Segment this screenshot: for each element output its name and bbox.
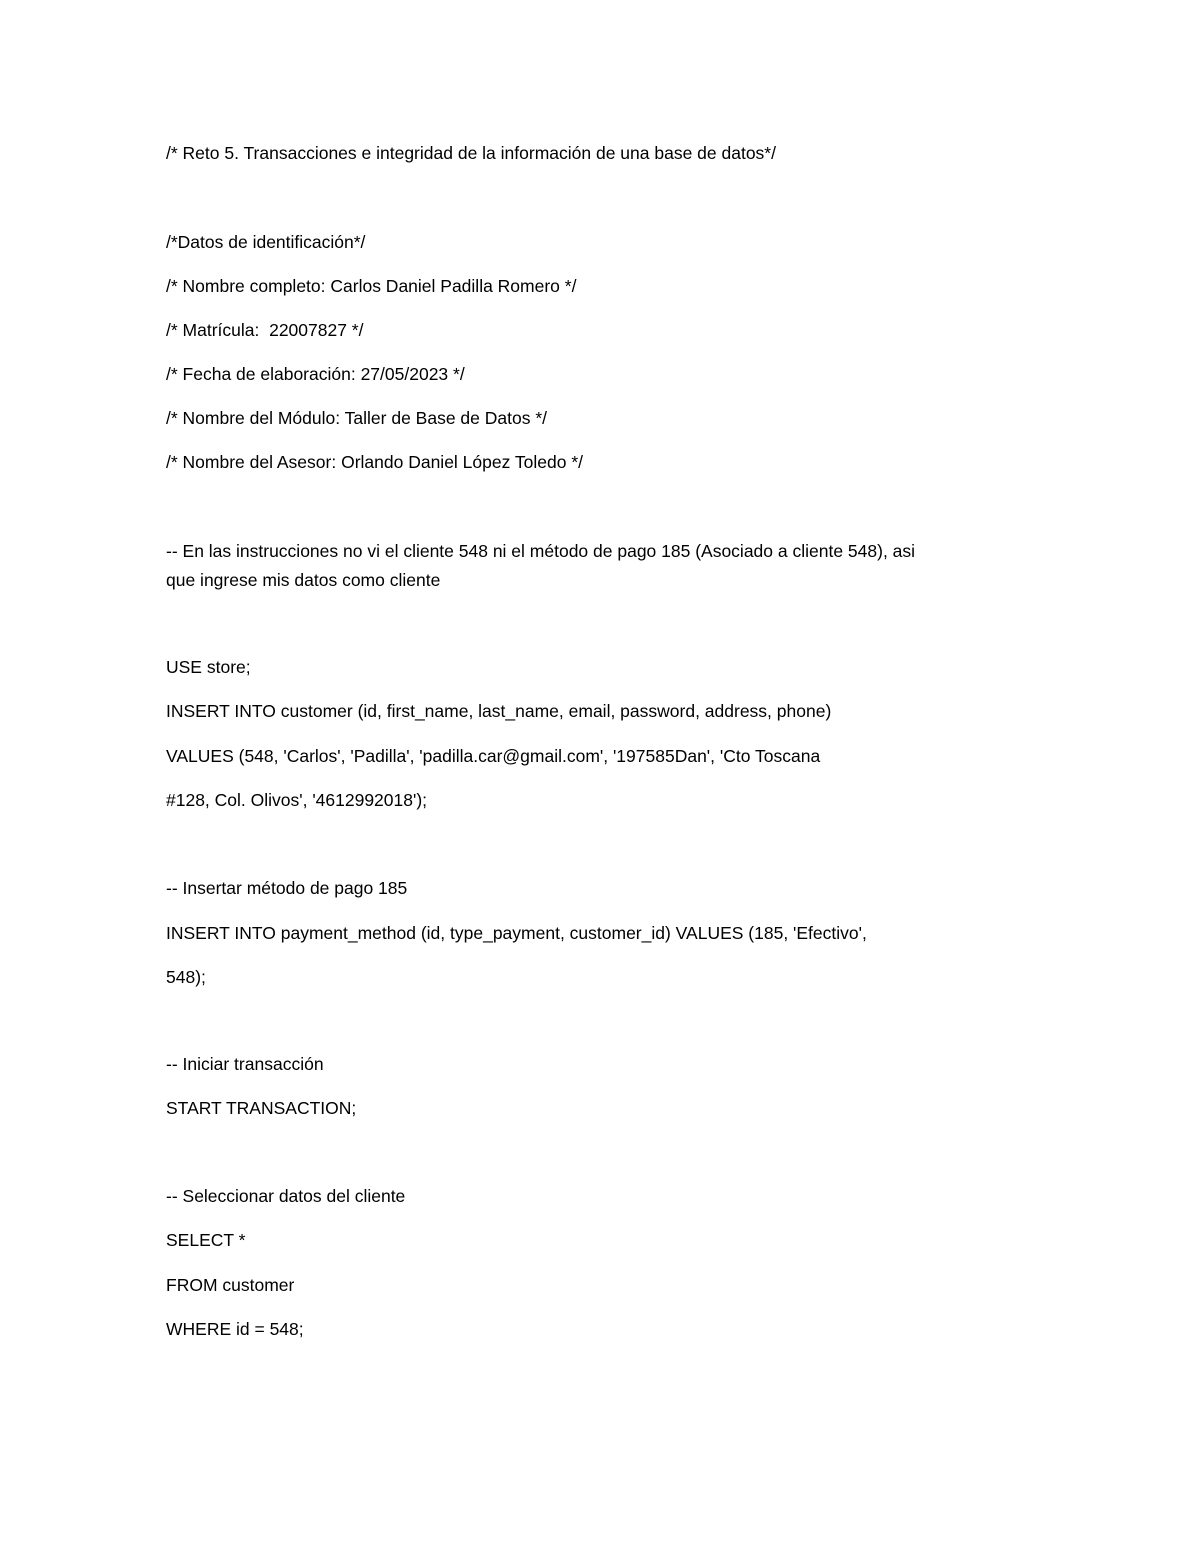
insert-payment-values: 548); (166, 967, 206, 987)
insert-customer-values-1: VALUES (548, 'Carlos', 'Padilla', 'padilla.car@gmail.com', '197585Dan', 'Cto Toscana (166, 746, 821, 766)
insert-payment-statement: INSERT INTO payment_method (id, type_payment, customer_id) VALUES (185, 'Efectivo', (166, 923, 867, 943)
identification-header: /*Datos de identificación*/ (166, 232, 366, 252)
full-name-line: /* Nombre completo: Carlos Daniel Padilla Romero */ (166, 276, 577, 296)
select-statement: SELECT * (166, 1230, 246, 1250)
advisor-name-line: /* Nombre del Asesor: Orlando Daniel López Toledo */ (166, 452, 584, 472)
insert-customer-values-2: #128, Col. Olivos', '4612992018'); (166, 790, 428, 810)
module-name-line: /* Nombre del Módulo: Taller de Base de Datos */ (166, 408, 547, 428)
note-comment-line-2: que ingrese mis datos como cliente (166, 570, 441, 590)
start-transaction-comment: -- Iniciar transacción (166, 1054, 324, 1074)
note-comment-line-1: -- En las instrucciones no vi el cliente 548 ni el método de pago 185 (Asociado a cliente 548), asi (166, 541, 916, 561)
where-clause: WHERE id = 548; (166, 1319, 304, 1339)
doc-title-comment: /* Reto 5. Transacciones e integridad de la información de una base de datos*/ (166, 143, 776, 163)
student-id-line: /* Matrícula: 22007827 */ (166, 320, 364, 340)
date-line: /* Fecha de elaboración: 27/05/2023 */ (166, 364, 465, 384)
from-clause: FROM customer (166, 1275, 295, 1295)
insert-customer-statement: INSERT INTO customer (id, first_name, last_name, email, password, address, phone) (166, 701, 832, 721)
use-store-statement: USE store; (166, 657, 251, 677)
start-transaction-statement: START TRANSACTION; (166, 1098, 357, 1118)
select-customer-comment: -- Seleccionar datos del cliente (166, 1186, 406, 1206)
payment-method-comment: -- Insertar método de pago 185 (166, 878, 408, 898)
